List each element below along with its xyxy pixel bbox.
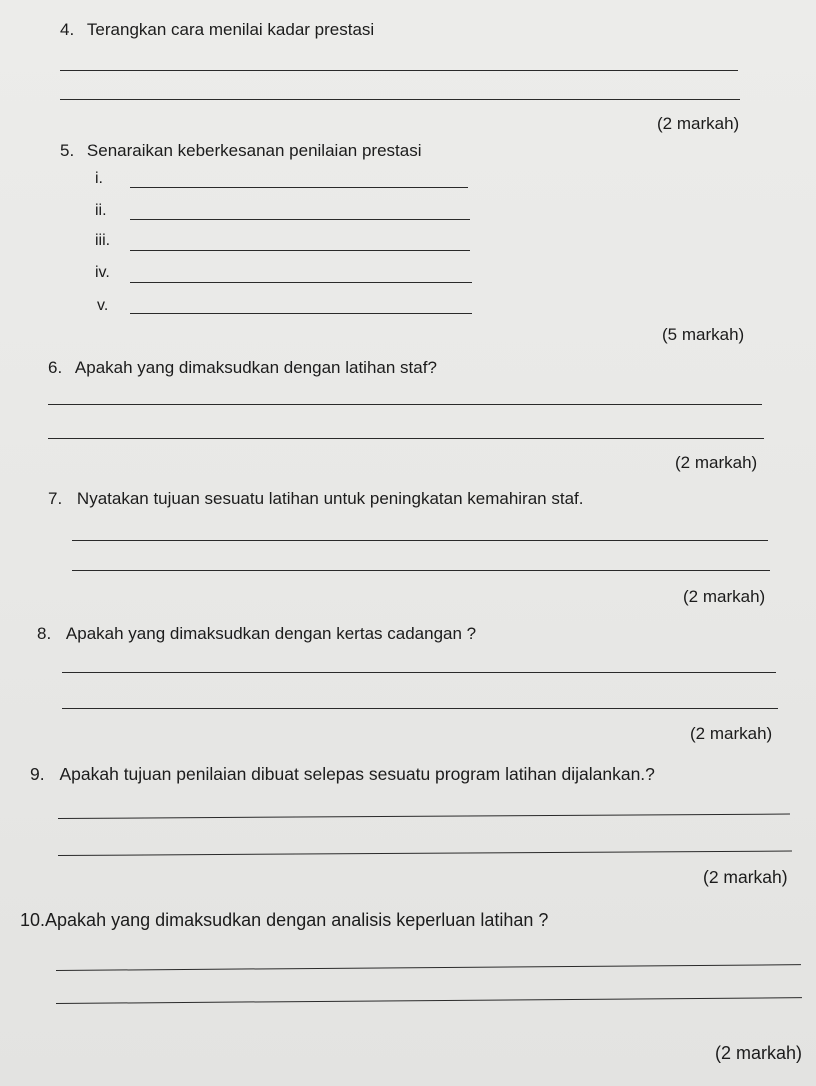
answer-line — [58, 851, 792, 856]
question-text: Senaraikan keberkesanan penilaian prestasi — [86, 141, 422, 160]
question-number: 9. — [30, 764, 45, 784]
marks-label: (2 markah) — [675, 453, 758, 472]
answer-line — [48, 404, 762, 405]
list-item-label: iii. — [95, 232, 111, 249]
question-number: 4. — [60, 20, 75, 39]
list-item-label: i. — [95, 170, 103, 187]
question-number: 10. — [20, 910, 46, 930]
answer-line — [62, 672, 776, 673]
answer-line — [58, 814, 790, 819]
marks-label: (2 markah) — [657, 114, 740, 133]
question-4 — [60, 20, 374, 40]
answer-line — [130, 187, 468, 188]
question-number: 7. — [48, 489, 63, 508]
question-9 — [30, 764, 655, 785]
question-6 — [48, 358, 437, 378]
answer-line — [56, 997, 802, 1004]
question-text: Nyatakan tujuan sesuatu latihan untuk peningkatan kemahiran staf. — [76, 489, 584, 508]
answer-line — [60, 99, 740, 100]
marks-label: (2 markah) — [703, 867, 788, 887]
question-number: 5. — [60, 141, 75, 160]
marks-label: (5 markah) — [662, 325, 745, 344]
answer-line — [130, 250, 470, 251]
question-8 — [37, 624, 476, 644]
answer-line — [60, 70, 738, 71]
question-text: Apakah tujuan penilaian dibuat selepas sesuatu program latihan dijalankan.? — [59, 764, 655, 784]
answer-line — [130, 282, 472, 283]
question-text: Apakah yang dimaksudkan dengan kertas cadangan ? — [65, 624, 477, 643]
marks-label: (2 markah) — [683, 587, 766, 606]
question-number: 8. — [37, 624, 52, 643]
list-item-label: iv. — [95, 264, 110, 281]
question-10 — [20, 910, 548, 931]
list-item-label: ii. — [95, 202, 107, 219]
question-text: Apakah yang dimaksudkan dengan analisis keperluan latihan ? — [45, 910, 549, 930]
answer-line — [72, 570, 770, 571]
question-5 — [60, 141, 421, 161]
question-7 — [48, 489, 583, 509]
answer-line — [48, 438, 764, 439]
question-number: 6. — [48, 358, 63, 377]
answer-line — [56, 964, 801, 971]
answer-line — [130, 219, 470, 220]
answer-line — [62, 708, 778, 709]
answer-line — [72, 540, 768, 541]
answer-line — [130, 313, 472, 314]
marks-label: (2 markah) — [715, 1043, 803, 1063]
list-item-label: v. — [97, 297, 109, 314]
marks-label: (2 markah) — [690, 724, 773, 743]
question-text: Terangkan cara menilai kadar prestasi — [86, 20, 375, 39]
question-text: Apakah yang dimaksudkan dengan latihan staf? — [74, 358, 437, 377]
